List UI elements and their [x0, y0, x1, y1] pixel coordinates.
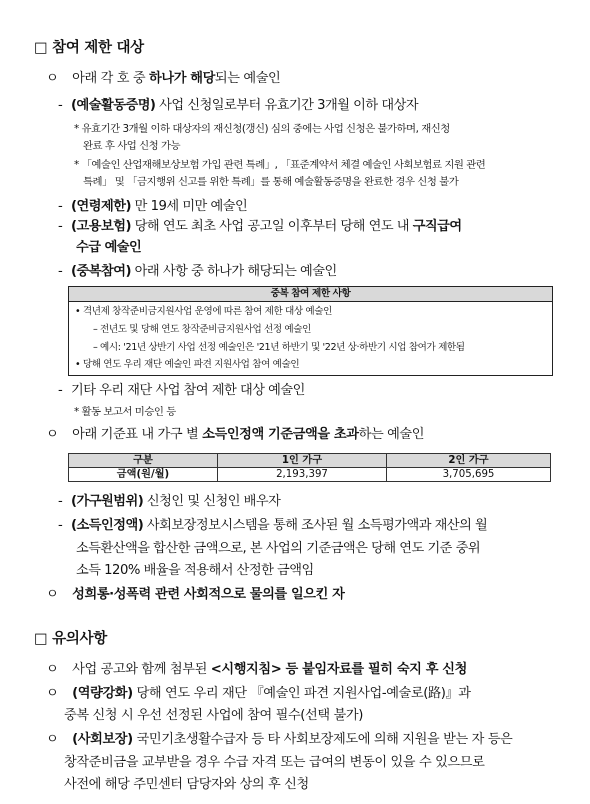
activity-proof-item: - (예술활동증명) 사업 신청일로부터 유효기간 3개월 이하 대상자 — [58, 98, 419, 113]
duplicate-box-row: – 전년도 및 당해 연도 창작준비금지원사업 선정 예술인 — [93, 324, 312, 335]
table-header-row: 구분 1인 가구 2인 가구 — [69, 454, 551, 468]
table-row: 금액(원/월) 2,193,397 3,705,695 — [69, 468, 551, 482]
recognized-income-line2: 소득환산액을 합산한 금액으로, 본 사업의 기준금액은 당해 연도 기준 중위 — [76, 541, 481, 556]
bullet: ㅇ — [46, 662, 59, 677]
recognized-income-item: - (소득인정액) 사회보장정보시스템을 통해 조사된 월 소득평가액과 재산의 월 — [58, 518, 488, 533]
recognized-income-line3: 소득 120% 배율을 적용해서 산정한 금액임 — [76, 563, 314, 578]
note-report: * 활동 보고서 미승인 등 — [74, 406, 176, 418]
household-range-item: - (가구원범위) 신청인 및 신청인 배우자 — [58, 494, 281, 509]
restriction-item-harassment: ㅇ 성희롱·성폭력 관련 사회적으로 물의를 일으킨 자 — [46, 587, 345, 602]
income-threshold-table — [68, 453, 551, 482]
note-validity-2: 완료 후 사업 신청 가능 — [83, 140, 181, 152]
employment-insurance-line2: 수급 예술인 — [76, 240, 142, 255]
bullet: ㅇ — [46, 71, 59, 86]
note-item-social-security-line2: 창작준비금을 교부받을 경우 수급 자격 또는 급여의 변동이 있을 수 있으므로 — [64, 755, 485, 770]
note-item-guidelines: ㅇ 사업 공고와 함께 첨부된 <시행지침> 등 붙임자료를 필히 숙지 후 신청 — [46, 662, 467, 677]
section-title-notes: □ 유의사항 — [34, 631, 107, 647]
section-title-restrictions: □ 참여 제한 대상 — [34, 40, 144, 56]
employment-insurance-item: - (고용보험) 당해 연도 최초 사업 공고일 이후부터 당해 연도 내 구직급여 — [58, 219, 462, 234]
bullet: ㅇ — [46, 732, 59, 747]
note-special-1: * 「예술인 산업재해보상보험 가입 관련 특례」, 「표준계약서 체결 예술인 사회보험료 지원 관련 — [74, 159, 486, 171]
duplicate-box-row: • 당해 연도 우리 재단 예술인 파견 지원사업 참여 예술인 — [75, 359, 300, 370]
age-limit-item: - (연령제한) 만 19세 미만 예술인 — [58, 199, 248, 214]
bullet: ㅇ — [46, 686, 59, 701]
bullet: ㅇ — [46, 427, 59, 442]
duplicate-restriction-box — [68, 286, 553, 376]
note-validity-1: * 유효기간 3개월 이하 대상자의 재신청(갱신) 심의 중에는 사업 신청은 불가하며, 재신청 — [74, 123, 450, 135]
duplicate-box-row: – 예시: '21년 상반기 사업 선정 예술인은 '21년 하반기 및 '22년 상·하반기 시업 참여가 제한됨 — [93, 342, 465, 353]
other-restriction-item: - 기타 우리 재단 사업 참여 제한 대상 예술인 — [58, 383, 305, 398]
note-item-social-security: ㅇ (사회보장) 국민기초생활수급자 등 타 사회보장제도에 의해 지원을 받는 자 등은 — [46, 732, 513, 747]
bullet: ㅇ — [46, 587, 59, 602]
duplicate-box-row: • 격년제 창작준비금지원사업 운영에 따른 참여 제한 대상 예술인 — [75, 306, 333, 317]
note-item-capacity: ㅇ (역량강화) 당해 연도 우리 재단 『예술인 파견 지원사업-예술로(路)』과 — [46, 686, 471, 701]
restriction-item-income: ㅇ 아래 기준표 내 가구 별 소득인정액 기준금액을 초과하는 예술인 — [46, 427, 425, 442]
restriction-item-any: ㅇ 아래 각 호 중 하나가 해당되는 예술인 — [46, 71, 281, 86]
note-special-2: 특례」 및 「금지행위 신고를 위한 특례」를 통해 예술활동증명을 완료한 경우 신청 불가 — [83, 176, 459, 188]
duplicate-participation-item: - (중복참여) 아래 사항 중 하나가 해당되는 예술인 — [58, 264, 337, 279]
duplicate-box-header: 중복 참여 제한 사항 — [270, 288, 351, 299]
note-item-capacity-line2: 중복 신청 시 우선 선정된 사업에 참여 필수(선택 불가) — [64, 708, 363, 723]
note-item-social-security-line3: 사전에 해당 주민센터 담당자와 상의 후 신청 — [64, 777, 309, 792]
